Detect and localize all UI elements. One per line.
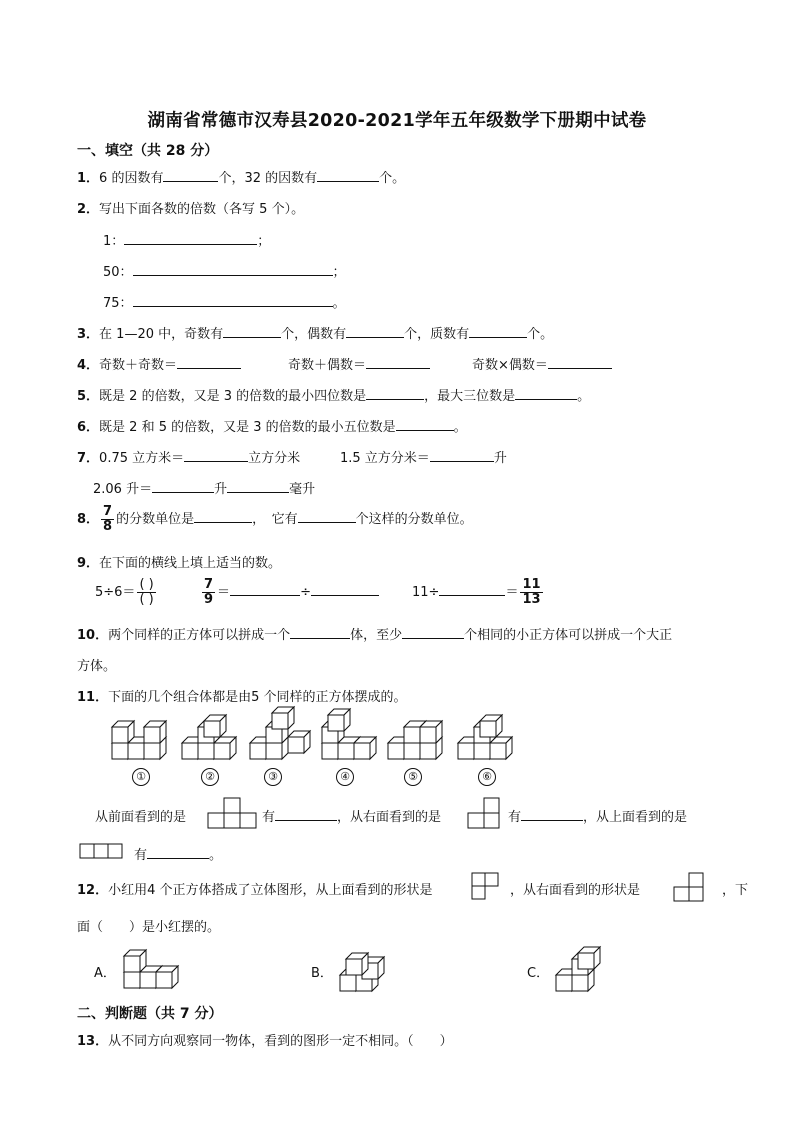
question-2: 2．写出下面各数的倍数（各写 5 个）。 bbox=[77, 202, 305, 217]
answer-blank[interactable] bbox=[521, 806, 583, 821]
answer-blank[interactable] bbox=[163, 167, 218, 182]
page-title: 湖南省常德市汉寿县2020-2021学年五年级数学下册期中试卷 bbox=[147, 111, 647, 131]
answer-blank[interactable] bbox=[230, 581, 300, 596]
cube-figures bbox=[100, 715, 530, 767]
question-9-expr-2: $\frac{7}{9}$ ＝ ÷ bbox=[200, 578, 379, 607]
question-1: 1．6 的因数有 个，32 的因数有 个。 bbox=[77, 167, 405, 186]
answer-blank[interactable] bbox=[515, 385, 577, 400]
option-a-label[interactable]: A． bbox=[94, 966, 116, 981]
answer-blank[interactable] bbox=[275, 806, 337, 821]
question-10-cont: 方体。 bbox=[77, 659, 117, 674]
option-a-figure bbox=[122, 948, 182, 990]
question-4-part-3: 奇数×偶数＝ bbox=[472, 354, 612, 373]
answer-blank[interactable] bbox=[396, 416, 454, 431]
fraction: $\frac{7}{8}$ bbox=[103, 504, 113, 534]
question-12-right: ，从右面看到的形状是 bbox=[510, 883, 641, 898]
question-11: 11．下面的几个组合体都是由5 个同样的正方体摆成的。 bbox=[77, 690, 407, 705]
answer-blank[interactable] bbox=[469, 323, 527, 338]
cube-figure-4 bbox=[322, 709, 376, 759]
question-3: 3．在 1—20 中，奇数有 个，偶数有 个，质数有 个。 bbox=[77, 323, 553, 342]
question-7: 7．0.75 立方米＝ 立方分米 bbox=[77, 447, 300, 466]
question-7-part-2: 1.5 立方分米＝ 升 bbox=[340, 447, 507, 466]
answer-blank[interactable] bbox=[184, 447, 248, 462]
question-7-part-3: 2.06 升＝ 升 毫升 bbox=[93, 478, 315, 497]
question-9-expr-1: 5÷6＝ $\frac{( )}{( )}$ bbox=[95, 577, 154, 607]
question-9: 9．在下面的横线上填上适当的数。 bbox=[77, 556, 282, 571]
question-5: 5．既是 2 的倍数，又是 3 的倍数的最小四位数是 ，最大三位数是 。 bbox=[77, 385, 590, 404]
option-b-label[interactable]: B． bbox=[311, 966, 333, 981]
question-11-answer-2: 有 ，从上面看到的是 bbox=[508, 806, 687, 825]
figure-label-3: ③ bbox=[264, 768, 282, 786]
question-2-row-2: 50： ； bbox=[103, 261, 346, 280]
answer-blank[interactable] bbox=[317, 167, 379, 182]
question-12: 12．小红用4 个正方体搭成了立体图形，从上面看到的形状是 bbox=[77, 883, 433, 898]
answer-blank[interactable] bbox=[152, 478, 214, 493]
answer-blank[interactable] bbox=[402, 624, 464, 639]
answer-blank[interactable] bbox=[366, 385, 424, 400]
cube-figure-3 bbox=[250, 707, 310, 759]
option-c-figure bbox=[554, 945, 602, 993]
top-shape-icon bbox=[472, 873, 500, 901]
answer-blank[interactable] bbox=[223, 323, 281, 338]
question-4: 4．奇数＋奇数＝ bbox=[77, 354, 241, 373]
section-1-heading: 一、填空（共 28 分） bbox=[77, 143, 219, 159]
answer-blank[interactable] bbox=[430, 447, 494, 462]
question-11-answer-3: 有 。 bbox=[134, 844, 222, 863]
option-b-figure bbox=[338, 945, 392, 993]
question-10: 10．两个同样的正方体可以拼成一个 体，至少 个相同的小正方体可以拼成一个大正 bbox=[77, 624, 672, 643]
fraction: $\frac{( )}{( )}$ bbox=[139, 577, 154, 607]
answer-blank[interactable] bbox=[346, 323, 404, 338]
cube-figure-5 bbox=[388, 721, 442, 759]
answer-blank[interactable] bbox=[298, 508, 356, 523]
answer-blank[interactable] bbox=[366, 354, 430, 369]
question-4-part-2: 奇数＋偶数＝ bbox=[288, 354, 430, 373]
cube-figure-6 bbox=[458, 715, 512, 759]
figure-label-6: ⑥ bbox=[478, 768, 496, 786]
question-12-tail: ，下 bbox=[722, 883, 749, 898]
question-9-expr-3: 11÷ ＝ $\frac{11}{13}$ bbox=[412, 577, 541, 607]
answer-blank[interactable] bbox=[177, 354, 241, 369]
fraction: $\frac{11}{13}$ bbox=[522, 577, 541, 607]
question-8: 8． $\frac{7}{8}$ 的分数单位是 ， 它有 个这样的分数单位。 bbox=[77, 504, 473, 534]
top-view-shape bbox=[80, 844, 126, 860]
question-6: 6．既是 2 和 5 的倍数，又是 3 的倍数的最小五位数是 。 bbox=[77, 416, 467, 435]
question-11-answer-1: 有 ，从右面看到的是 bbox=[262, 806, 441, 825]
question-13: 13．从不同方向观察同一物体，看到的图形一定不相同。（ ） bbox=[77, 1034, 453, 1049]
right-shape-icon bbox=[674, 873, 704, 903]
answer-blank[interactable] bbox=[194, 508, 252, 523]
answer-blank[interactable] bbox=[147, 844, 209, 859]
figure-label-1: ① bbox=[132, 768, 150, 786]
section-2-heading: 二、判断题（共 7 分） bbox=[77, 1006, 223, 1022]
figure-label-4: ④ bbox=[336, 768, 354, 786]
question-12-cont: 面（ ）是小红摆的。 bbox=[77, 920, 221, 935]
question-2-row-1: 1： ； bbox=[103, 230, 270, 249]
front-view-shape bbox=[208, 798, 256, 830]
option-c-label[interactable]: C． bbox=[527, 966, 550, 981]
answer-blank[interactable] bbox=[124, 230, 257, 245]
figure-label-2: ② bbox=[201, 768, 219, 786]
question-11-front: 从前面看到的是 bbox=[95, 810, 187, 825]
answer-blank[interactable] bbox=[290, 624, 350, 639]
right-view-shape bbox=[468, 798, 500, 830]
figure-label-5: ⑤ bbox=[404, 768, 422, 786]
answer-blank[interactable] bbox=[133, 261, 333, 276]
answer-blank[interactable] bbox=[439, 581, 505, 596]
fraction: $\frac{7}{9}$ bbox=[204, 577, 214, 607]
answer-blank[interactable] bbox=[133, 292, 333, 307]
cube-figure-2 bbox=[182, 715, 236, 759]
question-2-row-3: 75： 。 bbox=[103, 292, 346, 311]
answer-blank[interactable] bbox=[227, 478, 289, 493]
answer-blank[interactable] bbox=[311, 581, 379, 596]
answer-blank[interactable] bbox=[548, 354, 612, 369]
cube-figure-1 bbox=[112, 721, 166, 759]
